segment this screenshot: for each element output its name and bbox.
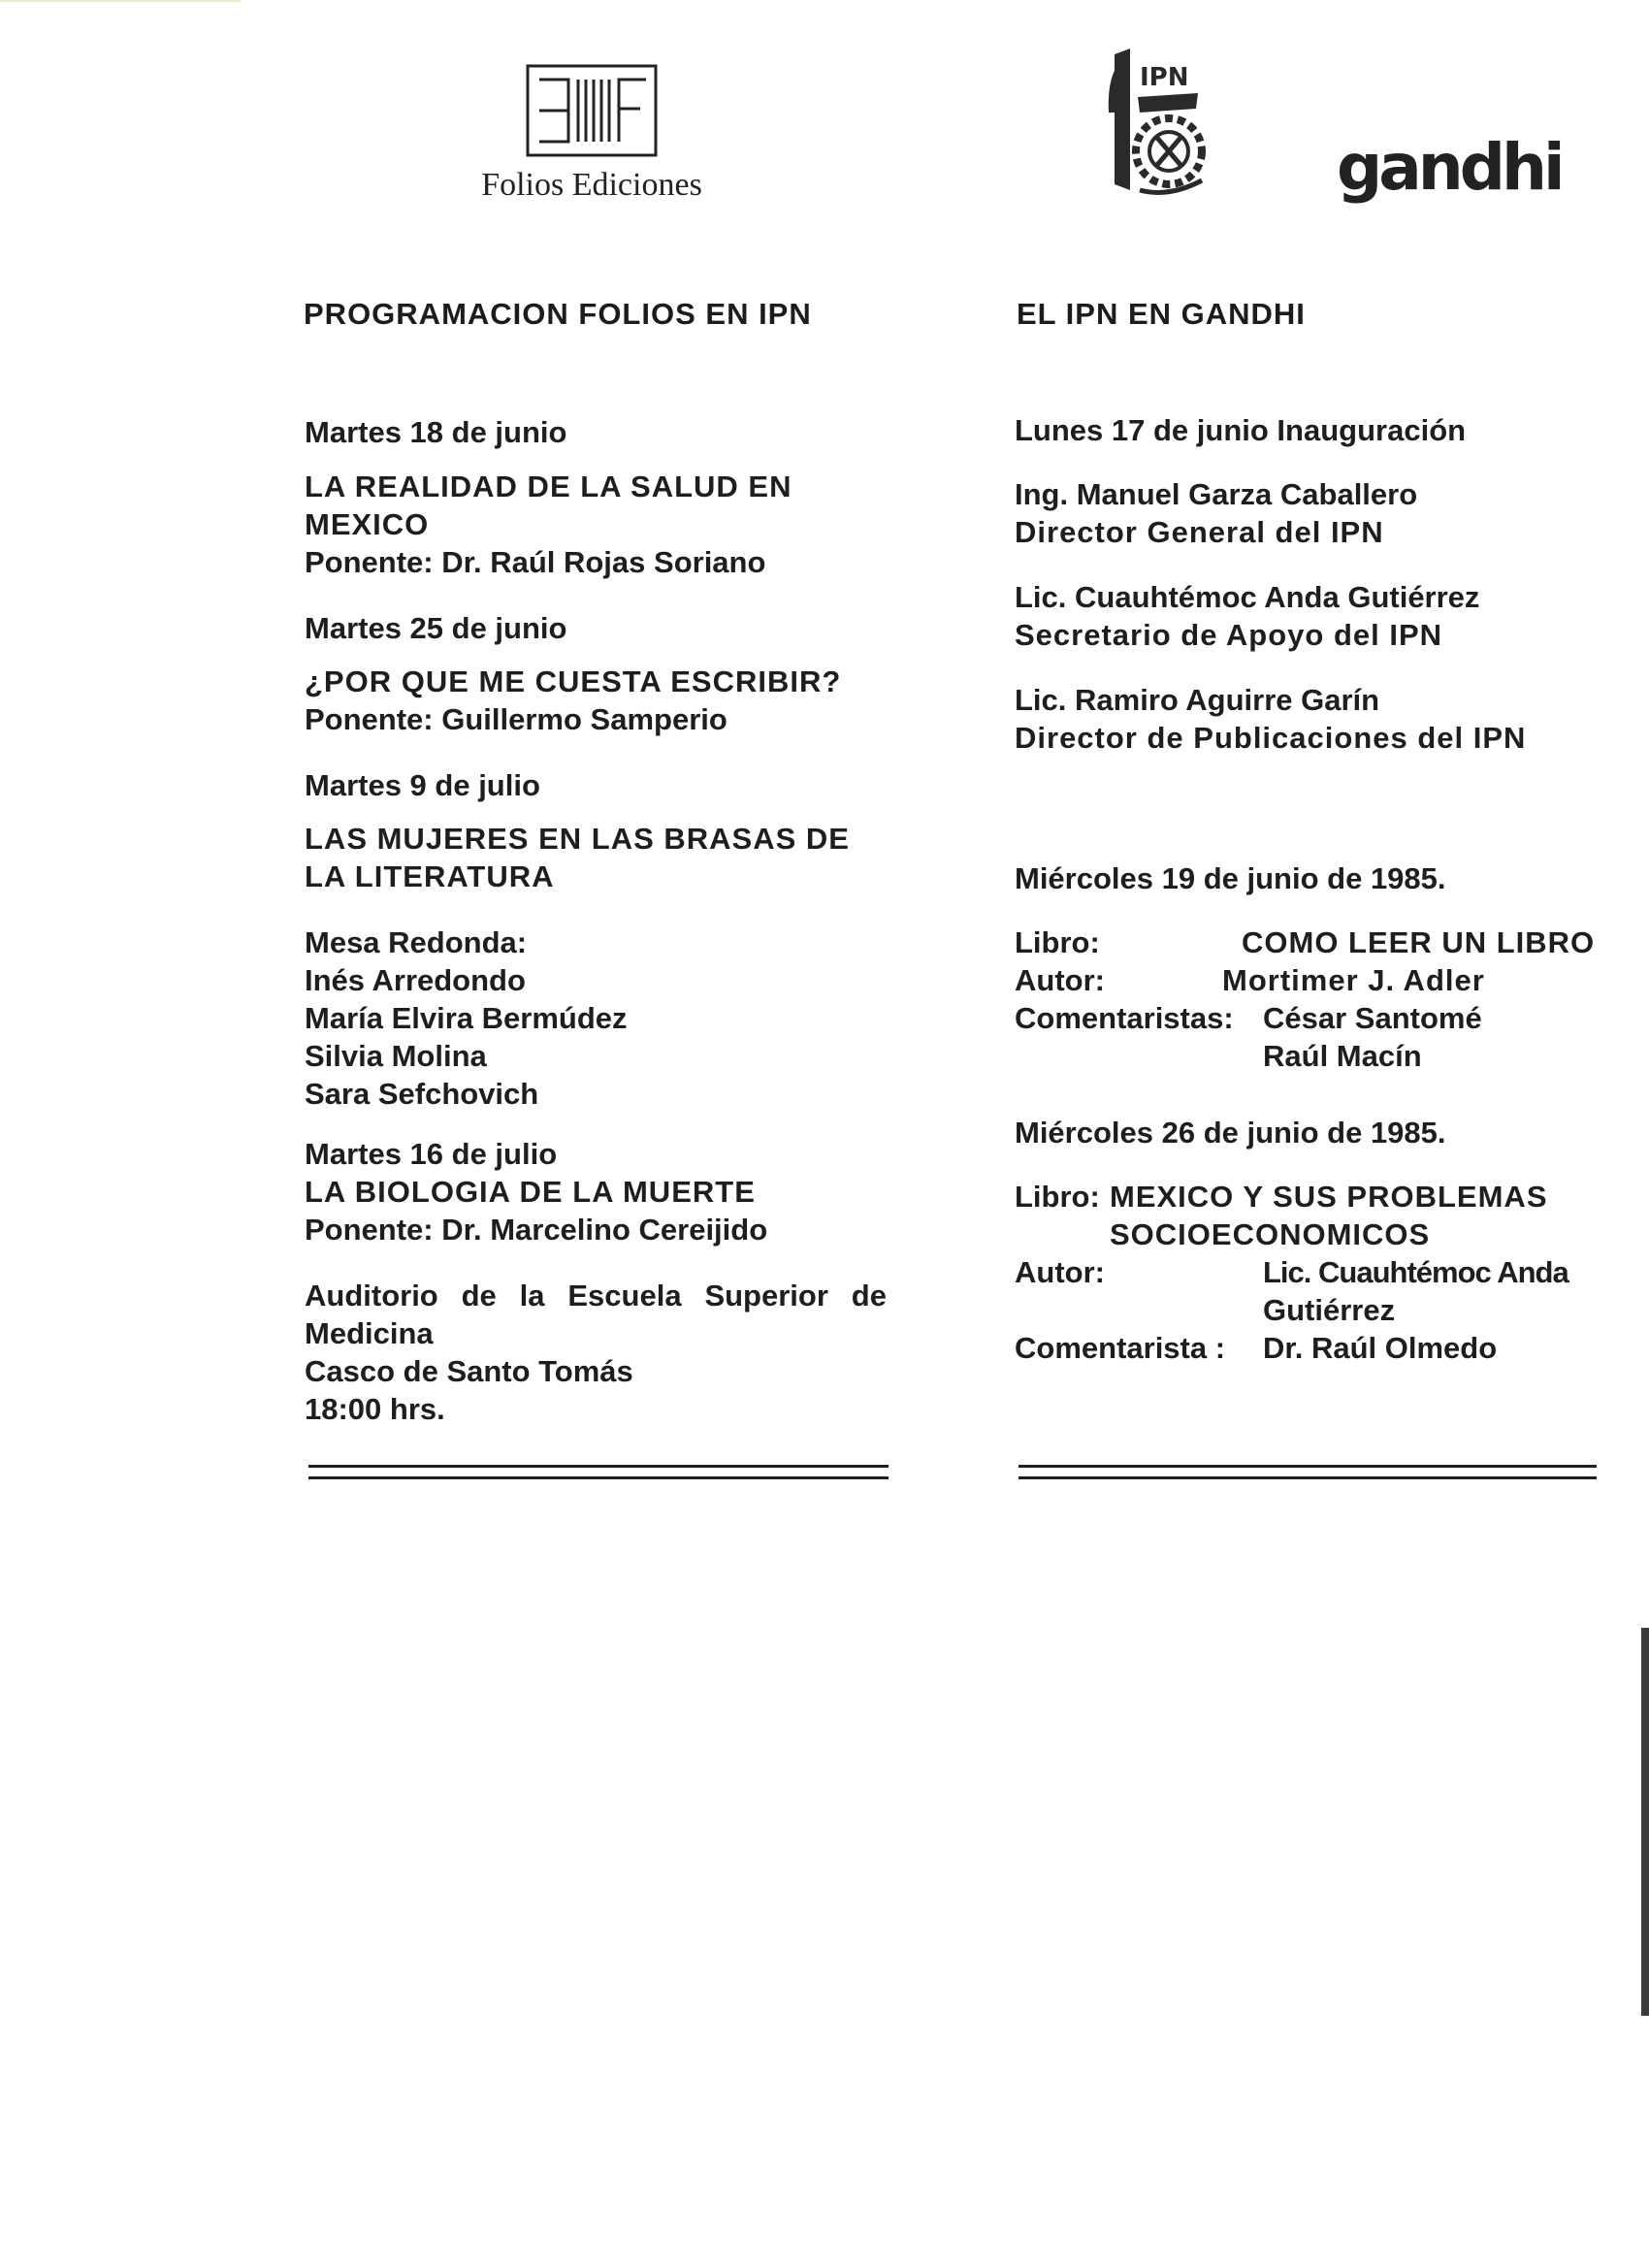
panelist: Silvia Molina <box>305 1039 487 1073</box>
opening-date: Lunes 17 de junio Inauguración <box>1015 413 1467 447</box>
session-date: Miércoles 19 de junio de 1985. <box>1015 861 1446 895</box>
event-title: LA BIOLOGIA DE LA MUERTE <box>305 1175 756 1209</box>
commentator-name: Dr. Raúl Olmedo <box>1263 1331 1498 1365</box>
event-title: LA REALIDAD DE LA SALUD EN <box>305 470 792 503</box>
commentators-label: Comentaristas: <box>1015 1001 1234 1035</box>
right-column-title: EL IPN EN GANDHI <box>1017 297 1306 331</box>
venue-line: Medicina <box>305 1316 434 1350</box>
scan-edge-mark <box>0 0 241 2</box>
event-speaker: Ponente: Guillermo Samperio <box>305 702 728 736</box>
author-name: Lic. Cuauhtémoc Anda <box>1263 1255 1568 1289</box>
double-rule-divider <box>1018 1465 1597 1479</box>
folios-logo <box>526 64 658 157</box>
commentator-name: Raúl Macín <box>1263 1039 1422 1073</box>
folios-logo-name: Folios Ediciones <box>481 167 702 203</box>
commentator-name: César Santomé <box>1263 1001 1482 1035</box>
panelist: Sara Sefchovich <box>305 1077 539 1111</box>
commentator-label: Comentarista : <box>1015 1331 1226 1365</box>
official-role: Director de Publicaciones del IPN <box>1015 721 1527 755</box>
scan-edge-bar <box>1641 1628 1649 2016</box>
event-title: LA LITERATURA <box>305 859 555 893</box>
book-label: Libro: <box>1015 925 1100 959</box>
gandhi-logo: gandhi <box>1337 130 1562 205</box>
event-date: Martes 16 de julio <box>305 1137 558 1171</box>
venue-line <box>305 1277 887 1314</box>
official-role: Director General del IPN <box>1015 515 1384 549</box>
book-label: Libro: <box>1015 1180 1100 1214</box>
author-name: Mortimer J. Adler <box>1222 963 1485 997</box>
venue-word: Auditorio <box>305 1279 438 1312</box>
session-details <box>1015 923 1597 999</box>
official-name: Lic. Ramiro Aguirre Garín <box>1015 683 1380 717</box>
book-title: SOCIOECONOMICOS <box>1110 1217 1431 1251</box>
left-column-title: PROGRAMACION FOLIOS EN IPN <box>304 297 812 331</box>
event-title: ¿POR QUE ME CUESTA ESCRIBIR? <box>305 664 842 698</box>
session-details <box>1015 1253 1616 1367</box>
event-date: Martes 9 de julio <box>305 768 540 802</box>
event-speaker: Ponente: Dr. Raúl Rojas Soriano <box>305 545 766 579</box>
venue-line: Casco de Santo Tomás <box>305 1354 633 1388</box>
venue-word: la <box>519 1279 545 1312</box>
panel-label: Mesa Redonda: <box>305 925 528 959</box>
venue-word: Escuela <box>567 1279 682 1312</box>
ipn-seal-logo <box>1101 45 1210 200</box>
author-label: Autor: <box>1015 963 1105 997</box>
panelist: Inés Arredondo <box>305 963 526 997</box>
panelist: María Elvira Bermúdez <box>305 1001 628 1035</box>
venue-word: de <box>461 1279 497 1312</box>
event-title: LAS MUJERES EN LAS BRASAS DE <box>305 822 850 856</box>
event-date: Martes 18 de junio <box>305 415 567 449</box>
event-speaker: Ponente: Dr. Marcelino Cereijido <box>305 1213 768 1247</box>
venue-word: Superior <box>704 1279 828 1312</box>
event-date: Martes 25 de junio <box>305 611 567 645</box>
venue-time: 18:00 hrs. <box>305 1392 445 1426</box>
author-name: Gutiérrez <box>1263 1293 1396 1327</box>
official-role: Secretario de Apoyo del IPN <box>1015 618 1443 652</box>
session-details <box>1015 1178 1616 1253</box>
book-title: MEXICO Y SUS PROBLEMAS <box>1110 1180 1548 1214</box>
official-name: Lic. Cuauhtémoc Anda Gutiérrez <box>1015 580 1480 614</box>
commentators <box>1015 999 1616 1075</box>
author-label: Autor: <box>1015 1255 1105 1289</box>
venue-word: de <box>851 1279 887 1312</box>
ipn-seal-letters: IPN <box>1140 63 1189 92</box>
double-rule-divider <box>308 1465 889 1479</box>
book-title: COMO LEER UN LIBRO <box>1242 925 1596 959</box>
session-date: Miércoles 26 de junio de 1985. <box>1015 1116 1446 1150</box>
official-name: Ing. Manuel Garza Caballero <box>1015 477 1418 511</box>
event-title: MEXICO <box>305 507 430 541</box>
